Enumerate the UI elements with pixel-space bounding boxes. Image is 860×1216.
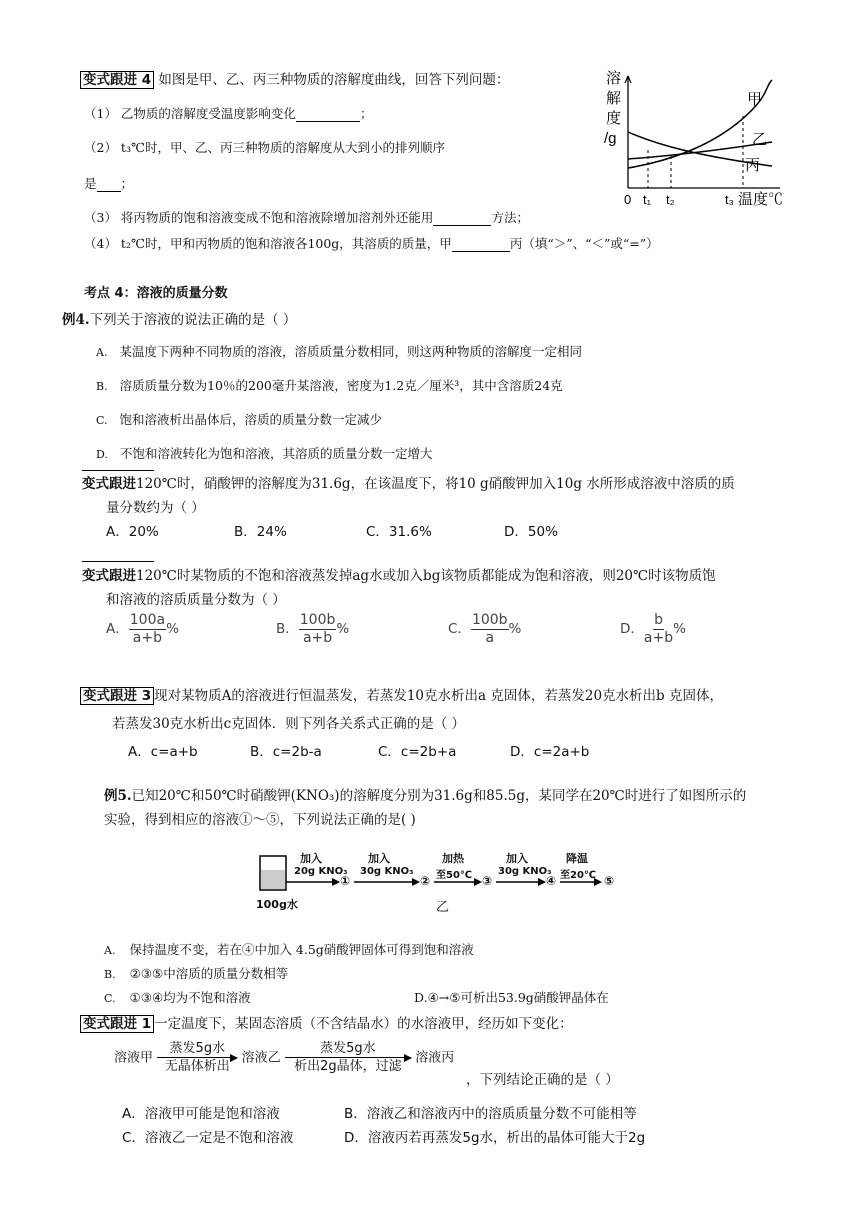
step-top: 加入 [300, 852, 322, 865]
example4-stem: 例4.下列关于溶液的说法正确的是（ ） [62, 312, 297, 328]
bianshi-a-line1: 变式跟进120℃时，硝酸钾的溶解度为31.6g，在该温度下，将10 g硝酸钾加入10g 水所形成溶液中溶质的质 [82, 476, 735, 492]
node: ② [420, 874, 431, 888]
option: C. 饱和溶液析出晶体后，溶质的质量分数一定减少 [96, 412, 383, 427]
step-top: 加入 [506, 852, 528, 865]
series-label: 丙 [745, 157, 761, 174]
tag-box: 变式跟进 4 [80, 71, 154, 89]
question-bianshi4 [80, 68, 509, 88]
choice[interactable]: D． $\frac{b}{a+b}$ % [620, 612, 686, 646]
tick-label: t₂ [666, 192, 675, 207]
option: A. 保持温度不变，若在④中加入 4.5g硝酸钾固体可得到饱和溶液 [104, 942, 474, 957]
answer-blank[interactable] [97, 176, 121, 192]
sub-q2b: 是 ； [84, 176, 134, 191]
option: C. ①③④均为不饱和溶液 [104, 990, 251, 1005]
example5-line1: 例5.已知20℃和50℃时硝酸钾(KNO₃)的溶解度分别为31.6g和85.5g，某同学在20℃时进行了如图所示的 [104, 788, 747, 804]
option: D.④→⑤可析出53.9g硝酸钾晶体在 [414, 990, 609, 1005]
choice[interactable]: C． $\frac{100b}{a}$ % [448, 612, 522, 646]
choice[interactable]: B．溶液乙和溶液丙中的溶质质量分数不可能相等 [344, 1106, 637, 1122]
step-bottom: 至20℃ [560, 870, 597, 881]
step-top: 加热 [442, 852, 464, 865]
node: ① [340, 874, 351, 888]
sub-q3: （3） 将丙物质的饱和溶液变成不饱和溶液除增加溶剂外还能用 方法； [84, 210, 529, 225]
choice[interactable]: D．50% [504, 524, 558, 540]
answer-blank[interactable] [452, 236, 510, 252]
y-label-char: 度 [606, 110, 622, 127]
node: ⑤ [604, 874, 615, 888]
example5-line2: 实验，得到相应的溶液①～⑤，下列说法正确的是( ) [104, 812, 416, 828]
series-label: 乙 [752, 131, 768, 148]
step-bottom: 30g KNO₃ [360, 866, 414, 877]
intro: 如图是甲、乙、丙三种物质的溶解度曲线，回答下列问题： [158, 72, 510, 88]
step-bottom: 至50℃ [436, 870, 473, 881]
sub-q4: （4） t₂℃时，甲和丙物质的饱和溶液各100g，其溶质的质量，甲 丙（填“＞”、“＜”或“=”） [84, 236, 659, 251]
option: A. 某温度下两种不同物质的溶液，溶质质量分数相同，则这两种物质的溶解度一定相同 [96, 344, 582, 359]
bianshi3-line2: 若蒸发30克水析出c克固体．则下列各关系式正确的是（ ） [112, 716, 466, 732]
caption-below: 乙 [436, 900, 450, 915]
tick-label: t₁ [643, 192, 651, 207]
choice[interactable]: A． $\frac{100a}{a+b}$ % [106, 612, 179, 646]
choice[interactable]: A．20% [106, 524, 159, 540]
sub-q2: （2） t₃℃时，甲、乙、丙三种物质的溶解度从大到小的排列顺序 [84, 140, 445, 155]
answer-blank[interactable] [433, 210, 491, 226]
sub-q1: （1） 乙物质的溶解度受温度影响变化 ； [84, 106, 373, 121]
choice[interactable]: A．c=a+b [128, 744, 198, 760]
choice[interactable]: B． $\frac{100b}{a+b}$ % [276, 612, 350, 646]
choice[interactable]: D．c=2a+b [510, 744, 590, 760]
bianshi-b-line1: 变式跟进120℃时某物质的不饱和溶液蒸发掉ag水或加入bg该物质都能成为饱和溶液，则20℃时该物质饱 [82, 568, 716, 584]
y-label-char: 解 [606, 90, 622, 107]
choice[interactable]: D．溶液丙若再蒸发5g水，析出的晶体可能大于2g [344, 1130, 646, 1146]
y-label-char: 溶 [606, 70, 622, 87]
choice[interactable]: B．24% [234, 524, 287, 540]
experiment-flow-diagram [256, 846, 626, 916]
choice[interactable]: A．溶液甲可能是饱和溶液 [122, 1106, 280, 1122]
bianshi-a-line2: 量分数约为（ ） [106, 500, 205, 516]
section-heading: 考点 4：溶液的质量分数 [84, 286, 228, 301]
option: D. 不饱和溶液转化为饱和溶液，其溶质的质量分数一定增大 [96, 446, 433, 461]
bianshi-b-line2: 和溶液的溶质质量分数为（ ） [106, 592, 286, 608]
choice[interactable]: C．c=2b+a [378, 744, 457, 760]
step-bottom: 30g KNO₃ [498, 866, 552, 877]
step-top: 降温 [566, 852, 588, 865]
option: B. 溶质质量分数为10％的200毫升某溶液，密度为1.2克／厘米³，其中含溶质24克 [96, 378, 563, 393]
step-bottom: 20g KNO₃ [294, 866, 348, 877]
node: ③ [482, 874, 493, 888]
tick-label: t₃ [725, 192, 734, 207]
choice[interactable]: C．溶液乙一定是不饱和溶液 [122, 1130, 294, 1146]
bianshi1-line1: 变式跟进 1 一定温度下，某固态溶质（不含结晶水）的水溶液甲，经历如下变化： [80, 1012, 573, 1032]
node: ④ [546, 874, 557, 888]
answer-blank[interactable] [296, 106, 360, 122]
step-top: 加入 [368, 852, 390, 865]
option: B. ②③⑤中溶质的质量分数相等 [104, 966, 289, 981]
arrow-step: 蒸发5g水 无晶体析出 [157, 1040, 237, 1075]
bianshi1-tail: ，下列结论正确的是（ ） [466, 1072, 619, 1088]
x-axis-label: 温度℃ [738, 191, 784, 208]
solubility-curve-figure [600, 66, 790, 214]
arrow-step: 蒸发5g水 析出2g晶体，过滤 [285, 1040, 411, 1075]
series-label: 甲 [747, 91, 763, 108]
choice[interactable]: C．31.6% [366, 524, 432, 540]
choice[interactable]: B．c=2b-a [250, 744, 322, 760]
bianshi3-line1: 变式跟进 3 现对某物质A的溶液进行恒温蒸发，若蒸发10克水析出a 克固体，若蒸发20克水析出b 克固体， [80, 684, 723, 704]
transformation-chain: 溶液甲 蒸发5g水 无晶体析出 溶液乙 蒸发5g水 析出2g晶体，过滤 溶液丙 [114, 1041, 455, 1074]
origin-label: 0 [624, 192, 632, 207]
y-label-char: /g [604, 130, 617, 147]
beaker-label: 100g水 [256, 898, 298, 911]
